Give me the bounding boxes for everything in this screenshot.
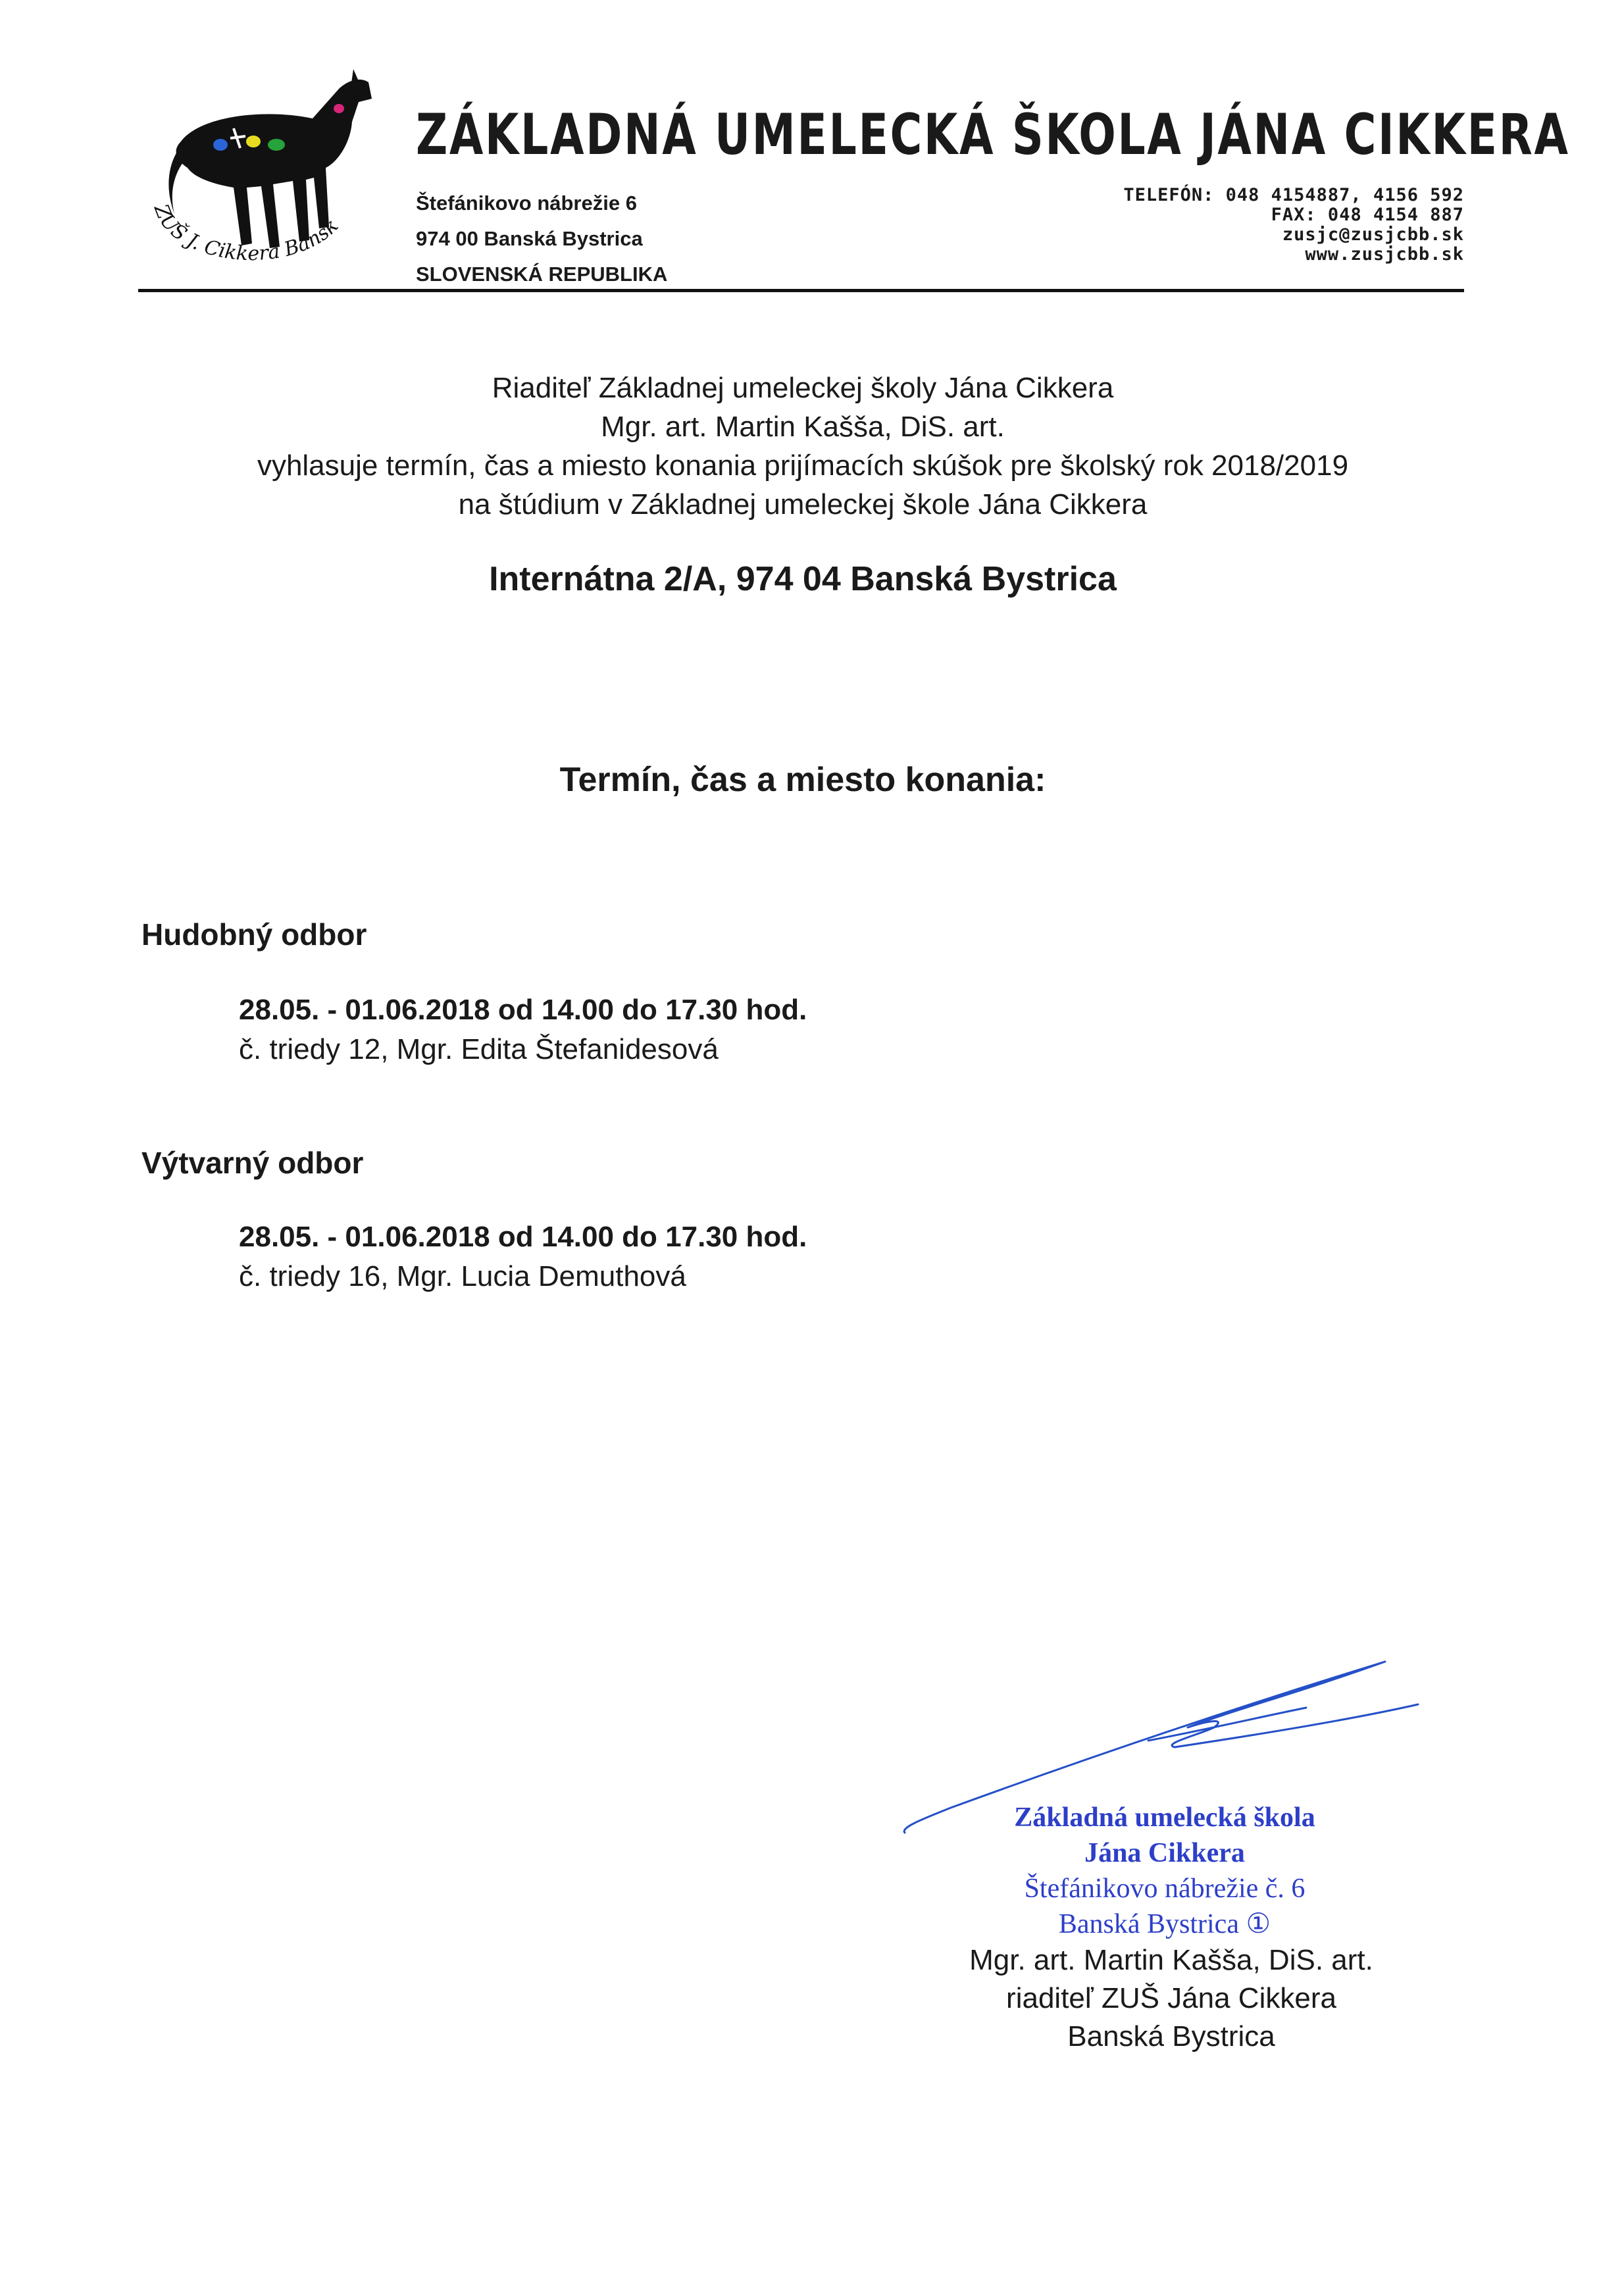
intro-paragraph [0,369,1606,524]
section-heading: Termín, čas a miesto konania: [559,761,1046,799]
school-logo [141,63,385,286]
department-name-art: Výtvarný odbor [141,1146,364,1180]
intro-line: na štúdium v Základnej umeleckej škole Jána Cikkera [458,488,1148,521]
stamp-line: Jána Cikkera [1084,1838,1245,1868]
department-room-music: č. triedy 12, Mgr. Edita Štefanidesová [239,1033,719,1065]
department-room-art: č. triedy 16, Mgr. Lucia Demuthová [239,1260,686,1292]
address-city: 974 00 Banská Bystrica [416,227,643,250]
address-country: SLOVENSKÁ REPUBLIKA [416,263,668,286]
logo-text: ZUŠ J. Cikkera Bansk [149,201,343,266]
header-divider [138,289,1464,292]
department-name-music: Hudobný odbor [141,917,367,952]
school-name: ZÁKLADNÁ UMELECKÁ ŠKOLA JÁNA CIKKERA [416,102,1570,168]
signer-city: Banská Bystrica [1067,2020,1275,2053]
school-address [416,186,667,292]
intro-line: Mgr. art. Martin Kašša, DiS. art. [601,411,1005,443]
school-contact [1123,186,1464,265]
address-street: Štefánikovo nábrežie 6 [416,191,637,215]
official-stamp [908,1800,1421,1942]
signer-block [908,1941,1434,2056]
stamp-line: Štefánikovo nábrežie č. 6 [1024,1874,1305,1904]
contact-fax: FAX: 048 4154 887 [1271,205,1464,225]
department-date-art: 28.05. - 01.06.2018 od 14.00 do 17.30 hod. [239,1221,807,1253]
contact-web: www.zusjcbb.sk [1305,244,1464,265]
stamp-line: Banská Bystrica ① [1058,1909,1271,1939]
intro-line: vyhlasuje termín, čas a miesto konania prijímacích skúšok pre školský rok 2018/2019 [257,449,1349,482]
contact-email: zusjc@zusjcbb.sk [1282,224,1464,245]
signer-title: riaditeľ ZUŠ Jána Cikkera [1006,1982,1336,2014]
horse-logo-icon [141,63,385,286]
intro-line: Riaditeľ Základnej umeleckej školy Jána Cikkera [492,372,1114,404]
exam-address: Internátna 2/A, 974 04 Banská Bystrica [489,560,1117,598]
stamp-line: Základná umelecká škola [1014,1802,1315,1833]
department-date-music: 28.05. - 01.06.2018 od 14.00 do 17.30 hod. [239,994,807,1026]
signer-name: Mgr. art. Martin Kašša, DiS. art. [969,1944,1373,1976]
contact-phone: TELEFÓN: 048 4154887, 4156 592 [1123,185,1464,205]
